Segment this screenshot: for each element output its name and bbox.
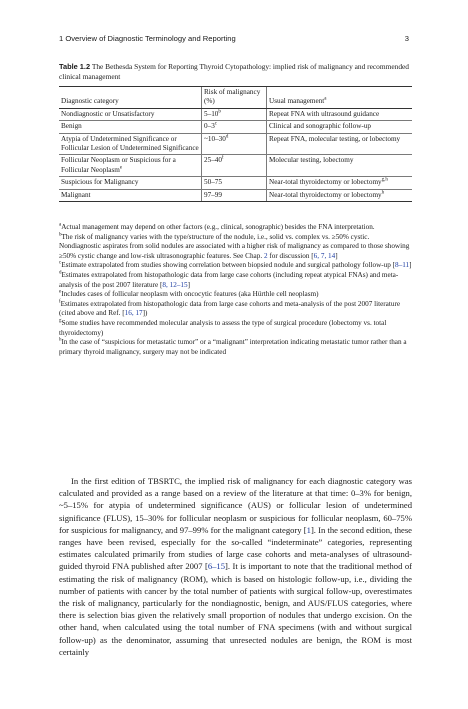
cell-management: Repeat FNA with ultrasound guidance <box>267 108 413 120</box>
citation-link[interactable]: 6–15 <box>207 561 226 572</box>
cell-risk: 5–10$^b$ <box>202 108 267 120</box>
footnote: $^h$In the case of “suspicious for metastatic tumor” or a “malignant” interpretation indicating metastatic tumor rather than a primary thyroid malignancy, surgery may not be indicated <box>59 337 407 356</box>
footnote: $^f$Estimates extrapolated from histopathologic data from large case cohorts and meta-analysis of the post 2007 literature (cited above and Ref. [16, 17]) <box>59 299 401 318</box>
footnote: $^c$Estimate extrapolated from studies showing correlation between biopsied nodule and surgical pathology follow-up [8–11] <box>59 260 412 270</box>
chapter-link[interactable]: 2 <box>263 251 268 260</box>
cell-management: Molecular testing, lobectomy <box>267 155 413 177</box>
footnote: $^b$The risk of malignancy varies with the type/structure of the nodule, i.e., solid vs. complex vs. ≥50% cystic. Nondiagnostic aspirates from solid nodules are associated with a higher risk of malignancy as compared to those showing ≥50% cystic change and low-risk ultrasonographic features. See Chap. 2 for discussion [6, 7, 14] <box>59 232 410 260</box>
page-number: 3 <box>404 34 409 43</box>
footnote: $^g$Some studies have recommended molecular analysis to assess the type of surgical procedure (lobectomy vs. total thyroidectomy) <box>59 318 387 337</box>
header-category: Diagnostic category <box>59 87 202 109</box>
table-row <box>59 177 412 189</box>
table-caption-text: The Bethesda System for Reporting Thyroid Cytopathology: implied risk of malignancy and recommended clinical management <box>59 62 409 81</box>
table-header-row <box>59 87 412 109</box>
footnote: $^a$Actual management may depend on other factors (e.g., clinical, sonographic) besides the FNA interpretation. <box>59 222 375 231</box>
chapter-title: 1 Overview of Diagnostic Terminology and Reporting <box>59 34 236 43</box>
citation-link[interactable]: 1 <box>306 524 311 535</box>
citation-link[interactable]: 8–11 <box>395 261 410 270</box>
cell-management: Near-total thyroidectomy or lobectomy$^{g,h}$ <box>267 177 413 189</box>
cell-risk: 0–3$^c$ <box>202 121 267 133</box>
body-paragraph: In the first edition of TBSRTC, the implied risk of malignancy for each diagnostic category was calculated and provided as a range based on a review of the literature at that time: 0–3% for benign, ~5–15% for atypia of undetermined significance (AUS) or follicular lesion of undetermined significance (FLUS), 15–30% for follicular neoplasm or suspicious for follicular neoplasm, 60–75% for suspicious for malignancy, and 97–99% for the malignant category [1]. In the second edition, these ranges have been revised, especially for the so-called “indeterminate” categories, representing estimates calculated primarily from studies of large case cohorts and meta-analyses of ultrasound-guided thyroid FNA published after 2007 [6–15]. It is important to note that the traditional method of estimating the risk of malignancy (ROM), which is based on histologic follow-up, i.e., dividing the number of patients with cancer by the total number of patients with surgical follow-up, overestimates the risk of malignancy, particularly for the nondiagnostic, benign, and AUS/FLUS categories, where there is selection bias given the relatively small proportion of nodules that undergo excision. On the other hand, when calculated using the total number of FNA specimens (with and without surgical follow-up) as the denominator, assuming that unresected nodules are benign, the ROM is most certainly <box>59 476 413 657</box>
cell-category: Suspicious for Malignancy <box>59 177 202 189</box>
cell-risk: 25–40$^f$ <box>202 155 267 177</box>
footnote: $^d$Estimates extrapolated from histopathologic data from large case cohorts (including repeat atypical FNAs) and meta-analysis of the post 2007 literature [8, 12–15] <box>59 270 399 289</box>
table-footnotes <box>59 223 412 357</box>
cell-category: Atypia of Undetermined Significance or Follicular Lesion of Undetermined Significance <box>59 133 202 155</box>
citation-link[interactable]: 6, 7, 14 <box>313 251 336 260</box>
table-row <box>59 133 412 155</box>
bethesda-table <box>59 86 412 202</box>
cell-management: Near-total thyroidectomy or lobectomy$^h$ <box>267 189 413 201</box>
citation-link[interactable]: 8, 12–15 <box>162 280 188 289</box>
table-row <box>59 189 412 201</box>
table-row <box>59 155 412 177</box>
header-management: Usual management$^a$ <box>267 87 413 109</box>
body-text <box>59 475 412 658</box>
table-row <box>59 121 412 133</box>
table-label: Table 1.2 <box>59 62 91 71</box>
cell-risk: 97–99 <box>202 189 267 201</box>
footnote: $^e$Includes cases of follicular neoplasm with oncocytic features (aka Hürthle cell neoplasm) <box>59 289 319 299</box>
cell-category: Follicular Neoplasm or Suspicious for a Follicular Neoplasm$^e$ <box>59 155 202 177</box>
cell-risk: ~10–30$^d$ <box>202 133 267 155</box>
cell-management: Clinical and sonographic follow-up <box>267 121 413 133</box>
table-caption <box>59 62 411 82</box>
cell-category: Benign <box>59 121 202 133</box>
header-risk: Risk of malignancy (%) <box>202 87 267 109</box>
cell-risk: 50–75 <box>202 177 267 189</box>
cell-category: Nondiagnostic or Unsatisfactory <box>59 108 202 120</box>
cell-management: Repeat FNA, molecular testing, or lobectomy <box>267 133 413 155</box>
table-row <box>59 108 412 120</box>
citation-link[interactable]: 16, 17 <box>124 309 143 318</box>
cell-category: Malignant <box>59 189 202 201</box>
